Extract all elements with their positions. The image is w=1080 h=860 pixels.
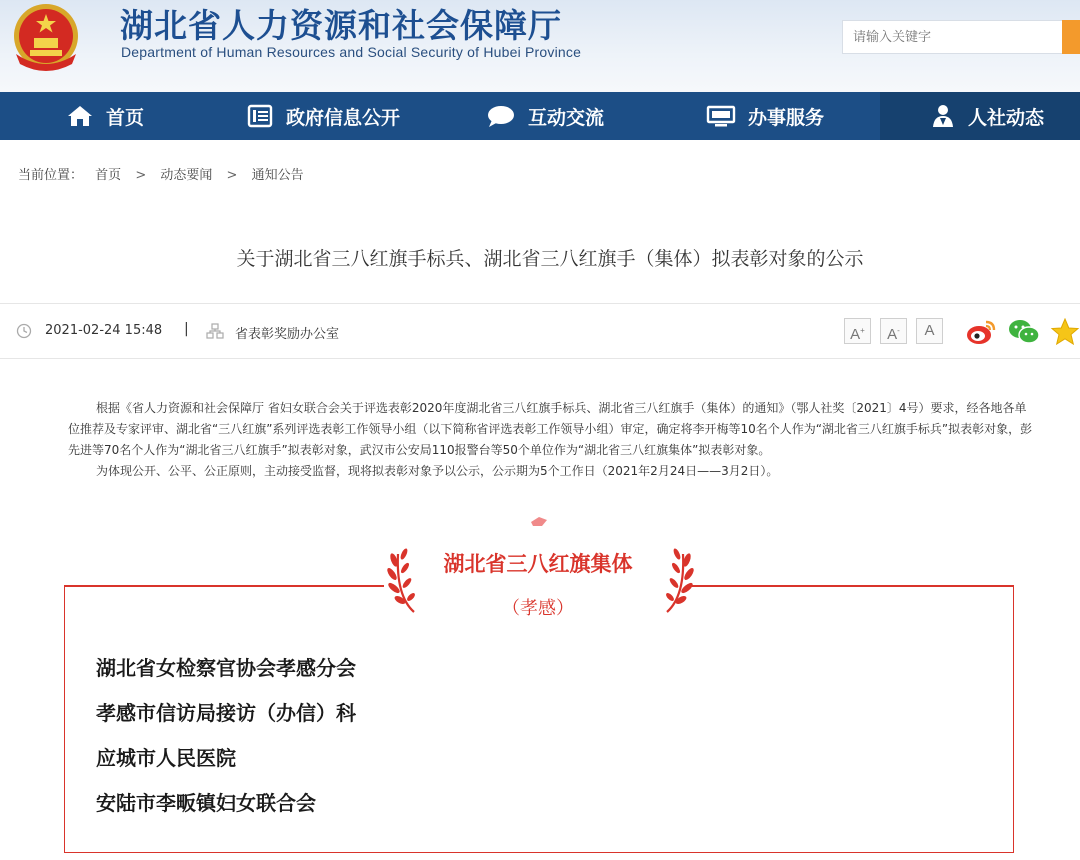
article-source: 省表彰奖励办公室 bbox=[235, 327, 340, 342]
nav-item-gov-info[interactable] bbox=[246, 92, 400, 140]
article-title: 关于湖北省三八红旗手标兵、湖北省三八红旗手（集体）拟表彰对象的公示 bbox=[236, 248, 864, 270]
breadcrumb-separator: > bbox=[135, 168, 147, 183]
chat-bubble-icon bbox=[486, 104, 516, 128]
search-button[interactable] bbox=[1062, 20, 1080, 54]
decorative-mark-icon bbox=[530, 516, 548, 527]
nav-item-home[interactable] bbox=[66, 92, 144, 140]
nav-label-news: 人社动态 bbox=[968, 106, 1045, 129]
nav-label-home: 首页 bbox=[106, 106, 145, 129]
nav-label-gov-info: 政府信息公开 bbox=[286, 106, 401, 129]
site-title[interactable]: 湖北省人力资源和社会保障厅 bbox=[120, 6, 562, 45]
national-emblem-icon bbox=[6, 2, 86, 72]
list-item: 应城市人民医院 bbox=[96, 746, 236, 770]
site-header bbox=[0, 0, 1080, 92]
font-reset-button[interactable]: A bbox=[916, 318, 943, 344]
list-item: 孝感市信访局接访（办信）科 bbox=[96, 701, 356, 725]
nav-item-services[interactable] bbox=[706, 92, 824, 140]
wechat-icon[interactable] bbox=[1008, 318, 1040, 346]
nav-item-news[interactable] bbox=[880, 92, 1080, 140]
main-nav bbox=[0, 92, 1080, 140]
list-item: 湖北省女检察官协会孝感分会 bbox=[96, 656, 356, 680]
breadcrumb-separator: > bbox=[226, 168, 238, 183]
organization-icon bbox=[206, 323, 224, 339]
search-box bbox=[842, 20, 1064, 54]
list-item: 安陆市李畈镇妇女联合会 bbox=[96, 791, 316, 815]
publish-date: 2021-02-24 15:48 bbox=[45, 323, 163, 338]
font-decrease-button[interactable]: A- bbox=[880, 318, 907, 344]
article-body bbox=[68, 398, 1038, 482]
site-subtitle: Department of Human Resources and Social Security of Hubei Province bbox=[121, 44, 582, 60]
home-icon bbox=[66, 104, 94, 128]
group-region: （孝感） bbox=[502, 598, 574, 619]
breadcrumb bbox=[18, 164, 312, 183]
breadcrumb-prefix: 当前位置： bbox=[18, 168, 84, 183]
article-paragraph: 为体现公开、公平、公正原则，主动接受监督，现将拟表彰对象予以公示，公示期为5个工作日（2021年2月24日——3月2日）。 bbox=[96, 464, 779, 478]
nav-item-interaction[interactable] bbox=[486, 92, 604, 140]
clock-icon bbox=[16, 323, 32, 339]
group-title: 湖北省三八红旗集体 bbox=[443, 552, 633, 576]
article-paragraph: 根据《省人力资源和社会保障厅 省妇女联合会关于评选表彰2020年度湖北省三八红旗手标兵、湖北省三八红旗手（集体）的通知》（鄂人社奖〔2021〕4号）要求，经各地各单位推荐及专家评审、湖北省“三八红旗”系列评选表彰工作领导小组（以下简称省评选表彰工作领导小组）审定，确定将李开梅等10名个人作为“湖北省三八红旗手标兵”拟表彰对象，彭先进等70名个人作为“湖北省三八红旗手”拟表彰对象，武汉市公安局110报警台等50个单位作为“湖北省三八红旗集体”拟表彰对象。 bbox=[68, 401, 1033, 457]
nav-label-services: 办事服务 bbox=[748, 106, 825, 129]
breadcrumb-notices[interactable]: 通知公告 bbox=[251, 168, 304, 183]
person-icon bbox=[930, 103, 956, 129]
font-increase-button[interactable]: A+ bbox=[844, 318, 871, 344]
nav-label-interaction: 互动交流 bbox=[528, 106, 605, 129]
weibo-icon[interactable] bbox=[965, 318, 997, 346]
breadcrumb-news[interactable]: 动态要闻 bbox=[160, 168, 213, 183]
favorite-star-icon[interactable] bbox=[1050, 318, 1080, 346]
breadcrumb-home[interactable]: 首页 bbox=[95, 168, 122, 183]
search-input[interactable] bbox=[843, 21, 1061, 53]
monitor-icon bbox=[706, 104, 736, 128]
article-meta-bar bbox=[0, 303, 1080, 359]
document-list-icon bbox=[246, 104, 274, 128]
meta-separator: | bbox=[184, 321, 189, 337]
